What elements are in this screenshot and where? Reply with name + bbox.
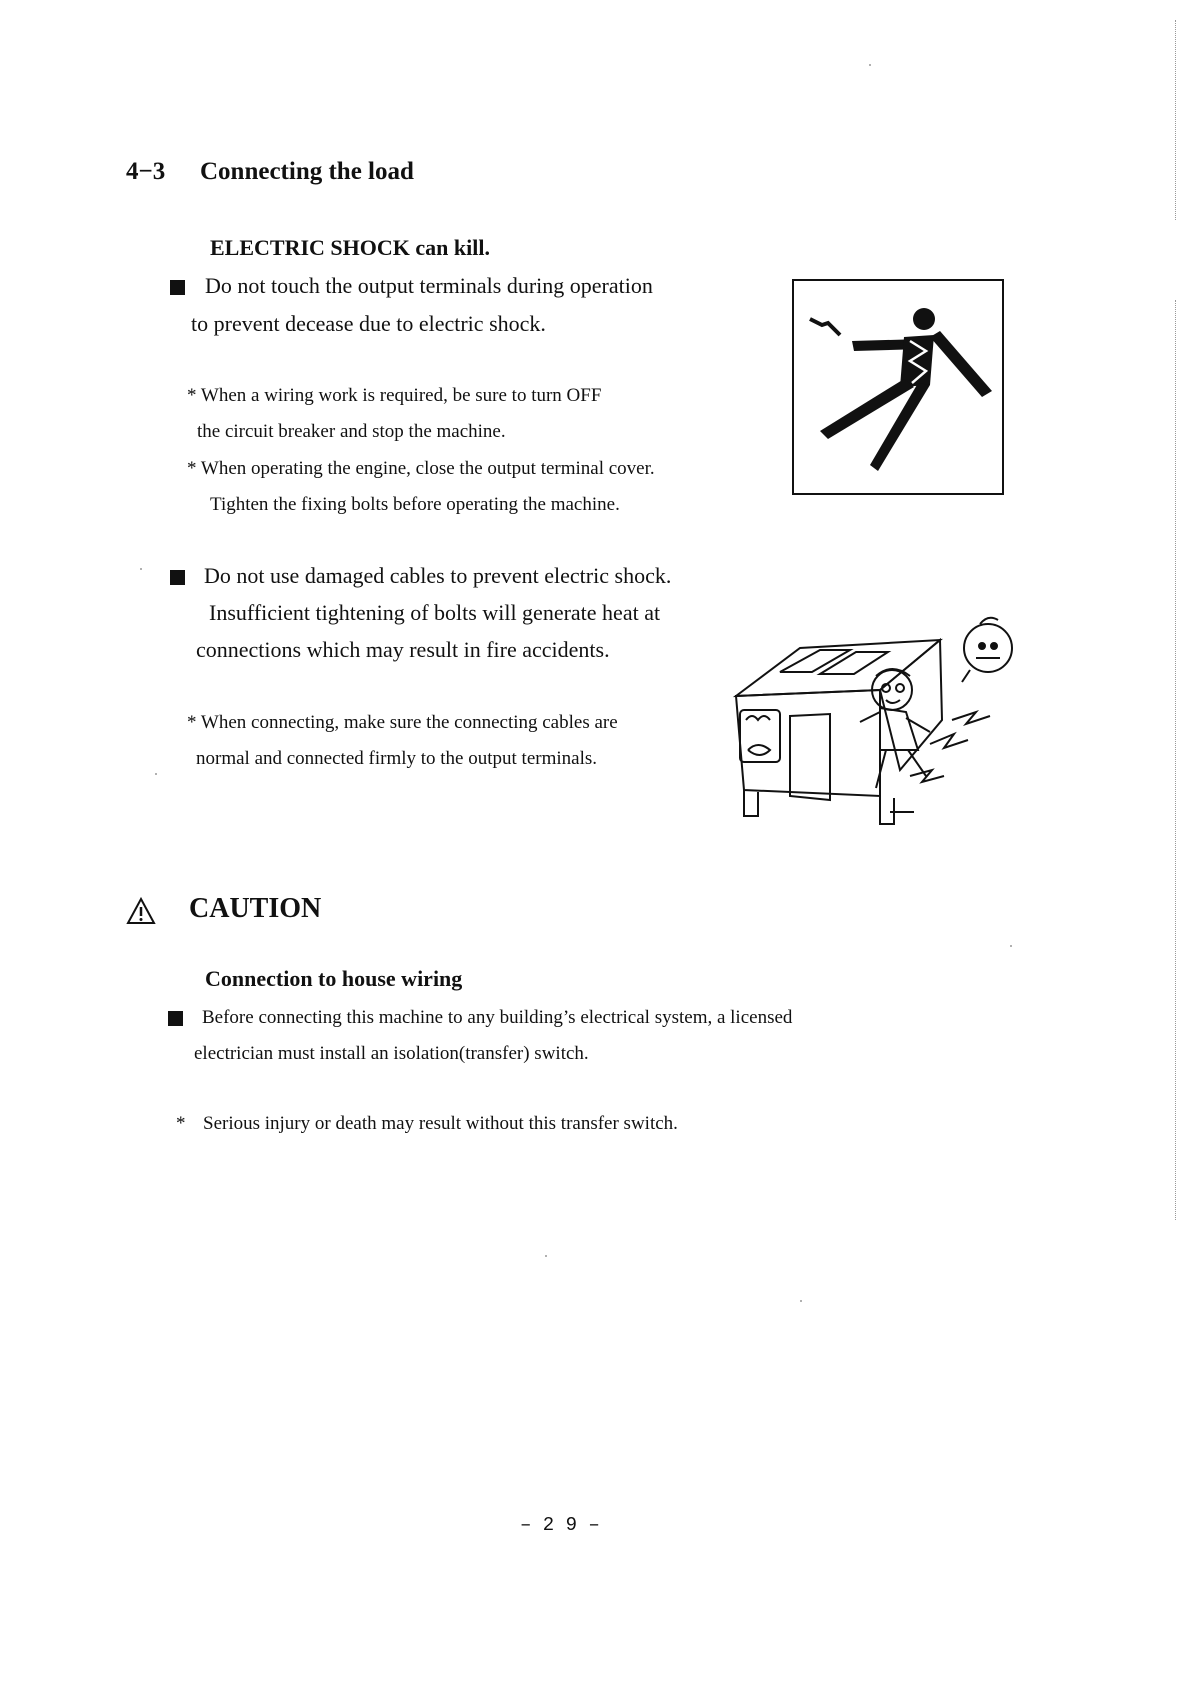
bullet-square-icon [168, 1011, 183, 1026]
caution-note-star: * [176, 1113, 186, 1134]
caution-bullet-line1: Before connecting this machine to any building’s electrical system, a licensed [202, 1007, 793, 1028]
bullet1-line1: Do not touch the output terminals during operation [205, 273, 653, 298]
scan-speck [869, 64, 871, 66]
shocked-person-generator-illustration [730, 600, 1020, 840]
scan-speck [140, 568, 142, 570]
scan-edge-line [1175, 300, 1176, 1220]
scan-speck [155, 773, 157, 775]
warning-triangle-icon [126, 897, 156, 925]
electric-shock-symbol-icon [792, 279, 1004, 495]
caution-note-text: Serious injury or death may result without this transfer switch. [203, 1113, 678, 1134]
section-title: Connecting the load [200, 158, 414, 185]
note1b-line2: Tighten the fixing bolts before operating the machine. [210, 494, 620, 515]
caution-title: CAUTION [189, 893, 322, 924]
bullet1-line2: to prevent decease due to electric shock. [191, 311, 546, 336]
caution-subheading: Connection to house wiring [205, 966, 463, 991]
warning-heading: ELECTRIC SHOCK can kill. [210, 235, 490, 260]
caution-bullet-line2: electrician must install an isolation(transfer) switch. [194, 1043, 589, 1064]
note2-line1: * When connecting, make sure the connecting cables are [187, 712, 618, 733]
scan-speck [800, 1300, 802, 1302]
note2-line2: normal and connected firmly to the output terminals. [196, 748, 598, 769]
note1a-line2: the circuit breaker and stop the machine. [197, 421, 506, 442]
scan-edge-line [1175, 20, 1176, 220]
scan-speck [1010, 945, 1012, 947]
page-number: – 2 9 – [520, 1514, 600, 1536]
bullet-square-icon [170, 570, 185, 585]
bullet2-line2: Insufficient tightening of bolts will generate heat at [209, 600, 661, 625]
bullet2-line1: Do not use damaged cables to prevent electric shock. [204, 563, 672, 588]
section-number: 4−3 [126, 158, 166, 185]
bullet2-line3: connections which may result in fire accidents. [196, 637, 610, 662]
scan-speck [545, 1255, 547, 1257]
bullet-square-icon [170, 280, 185, 295]
note1b-line1: * When operating the engine, close the output terminal cover. [187, 458, 655, 479]
note1a-line1: * When a wiring work is required, be sure to turn OFF [187, 385, 602, 406]
